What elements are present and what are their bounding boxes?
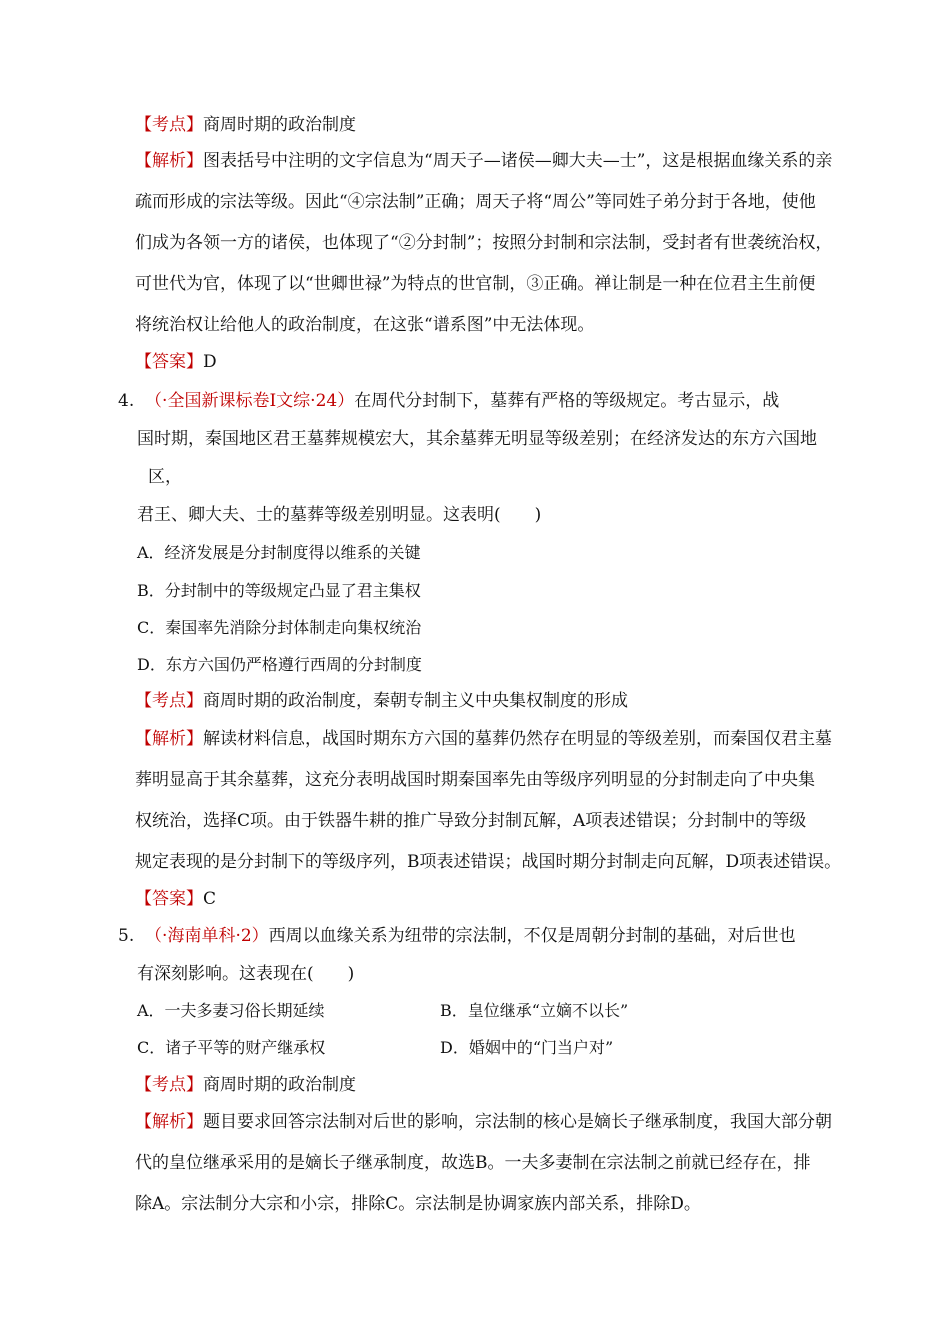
- option-d: D．东方六国仍严格遵行西周的分封制度: [137, 655, 422, 674]
- jiexi-line: [135, 150, 832, 172]
- jiexi-text: 葬明显高于其余墓葬，这充分表明战国时期秦国率先由等级序列明显的分封制走向了中央集: [135, 770, 815, 790]
- kaodian-text: 商周时期的政治制度，秦朝专制主义中央集权制度的形成: [203, 691, 628, 711]
- option-a: A．经济发展是分封制度得以维系的关键: [137, 543, 421, 562]
- option-a: A．一夫多妻习俗长期延续: [137, 1001, 325, 1020]
- jiexi-text: 可世代为官，体现了以“世卿世禄”为特点的世官制，③正确。禅让制是一种在位君主生前便: [135, 274, 816, 294]
- option-b: B．分封制中的等级规定凸显了君主集权: [137, 581, 421, 600]
- jiexi-line: [135, 728, 832, 750]
- jiexi-text: 图表括号中注明的文字信息为“周天子—诸侯—卿大夫—士”，这是根据血缘关系的亲: [203, 151, 833, 171]
- daan-text: C: [203, 889, 217, 909]
- jiexi-text: 疏而形成的宗法等级。因此“④宗法制”正确；周天子将“周公”等同姓子弟分封于各地，使他: [135, 192, 816, 212]
- question-5-stem: [118, 925, 796, 947]
- jiexi-text: 代的皇位继承采用的是嫡长子继承制度，故选B。一夫多妻制在宗法制之前就已经存在，排: [135, 1153, 811, 1173]
- jiexi-text: 除A。宗法制分大宗和小宗，排除C。宗法制是协调家族内部关系，排除D。: [135, 1194, 701, 1214]
- option-d: D．婚姻中的“门当户对”: [440, 1038, 614, 1057]
- question-stem: 西周以血缘关系为纽带的宗法制，不仅是周朝分封制的基础，对后世也: [268, 926, 796, 946]
- jiexi-tag: 【解析】: [135, 151, 203, 171]
- question-stem: 君王、卿大夫、士的墓葬等级差别明显。这表明( ): [137, 505, 542, 525]
- jiexi-text: 们成为各领一方的诸侯，也体现了“②分封制”；按照分封制和宗法制，受封者有世袭统治权，: [135, 233, 833, 253]
- daan-tag: 【答案】: [135, 352, 203, 372]
- question-stem: 有深刻影响。这表现在( ): [137, 964, 355, 984]
- question-source: （·全国新课标卷Ⅰ文综·24）: [145, 391, 355, 411]
- kaodian-line: [135, 114, 356, 136]
- daan-tag: 【答案】: [135, 889, 203, 909]
- question-stem: 国时期，秦国地区君王墓葬规模宏大，其余墓葬无明显等级差别；在经济发达的东方六国地: [137, 429, 817, 449]
- daan-line: [135, 351, 217, 373]
- jiexi-text: 题目要求回答宗法制对后世的影响，宗法制的核心是嫡长子继承制度，我国大部分朝: [203, 1112, 832, 1132]
- option-c: C．秦国率先消除分封体制走向集权统治: [137, 618, 422, 637]
- jiexi-text: 权统治，选择C项。由于铁器牛耕的推广导致分封制瓦解，A项表述错误；分封制中的等级: [135, 811, 807, 831]
- kaodian-tag: 【考点】: [135, 1075, 203, 1095]
- question-source: （·海南单科·2）: [145, 926, 269, 946]
- jiexi-text: 解读材料信息，战国时期东方六国的墓葬仍然存在明显的等级差别，而秦国仅君主墓: [203, 729, 832, 749]
- option-b: B．皇位继承“立嫡不以长”: [440, 1001, 629, 1020]
- jiexi-text: 规定表现的是分封制下的等级序列，B项表述错误；战国时期分封制走向瓦解，D项表述错误。: [135, 852, 842, 872]
- kaodian-tag: 【考点】: [135, 115, 203, 135]
- kaodian-text: 商周时期的政治制度: [203, 115, 356, 135]
- question-number: 5.: [118, 926, 135, 946]
- jiexi-line: [135, 1111, 832, 1133]
- kaodian-line: [135, 1074, 356, 1096]
- jiexi-text: 将统治权让给他人的政治制度，在这张“谱系图”中无法体现。: [135, 315, 595, 335]
- question-number: 4.: [118, 391, 135, 411]
- daan-line: [135, 888, 216, 910]
- option-c: C．诸子平等的财产继承权: [137, 1038, 326, 1057]
- kaodian-text: 商周时期的政治制度: [203, 1075, 356, 1095]
- jiexi-tag: 【解析】: [135, 1112, 203, 1132]
- daan-text: D: [203, 352, 217, 372]
- jiexi-tag: 【解析】: [135, 729, 203, 749]
- kaodian-tag: 【考点】: [135, 691, 203, 711]
- question-stem: 区，: [148, 467, 182, 487]
- question-4-stem: [118, 390, 779, 412]
- kaodian-line: [135, 690, 628, 712]
- question-stem: 在周代分封制下，墓葬有严格的等级规定。考古显示，战: [354, 391, 780, 411]
